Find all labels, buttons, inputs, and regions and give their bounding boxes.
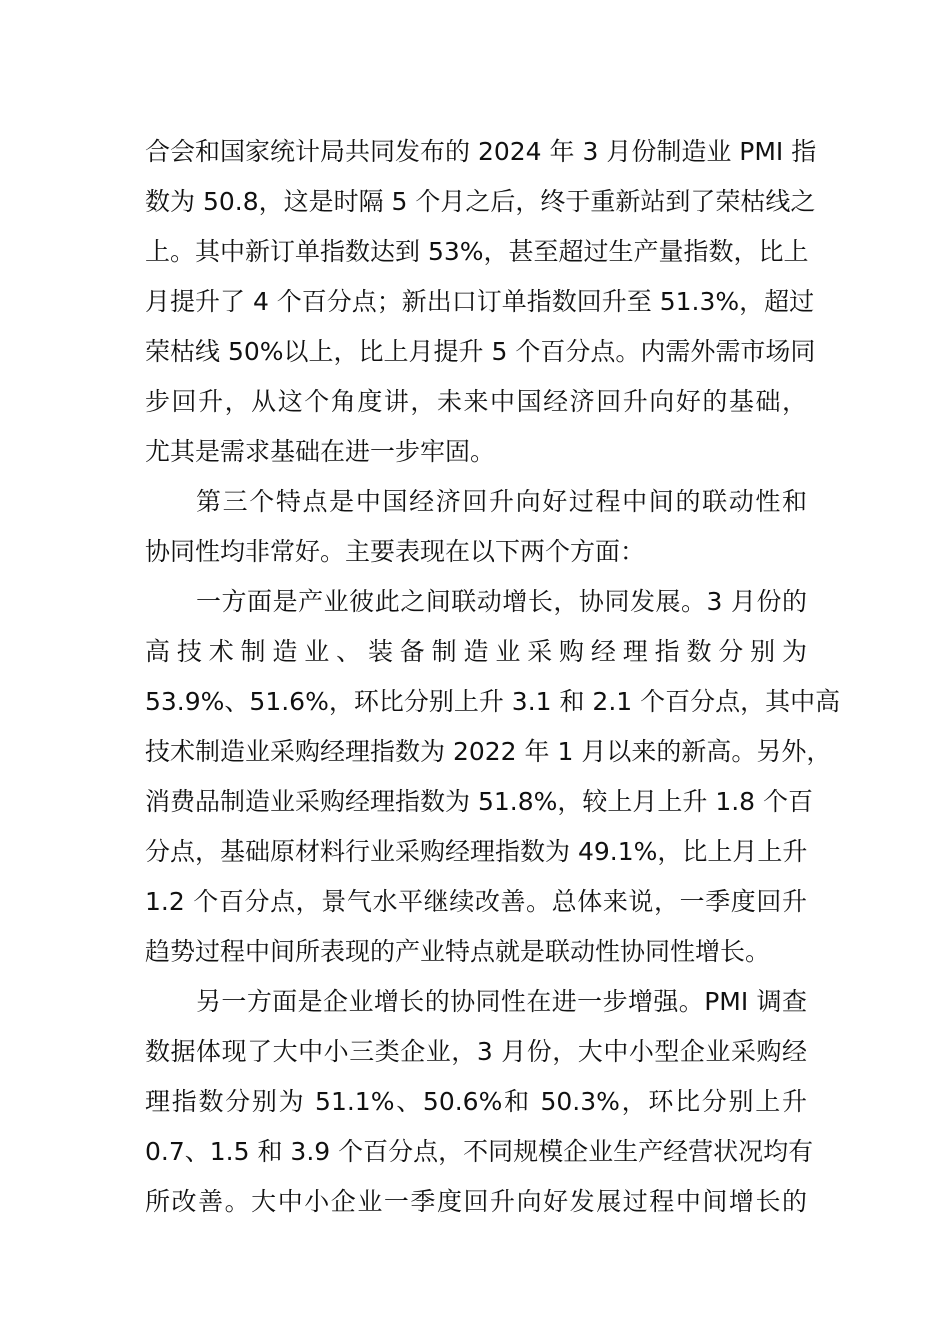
text-line: 协同性均非常好。主要表现在以下两个方面： bbox=[145, 537, 646, 566]
text-line: 尤其是需求基础在进一步牢固。 bbox=[145, 437, 496, 466]
text-line: 步回升，从这个角度讲，未来中国经济回升向好的基础， bbox=[145, 387, 807, 416]
text-line: 合会和国家统计局共同发布的 2024 年 3 月份制造业 PMI 指 bbox=[145, 137, 817, 166]
paragraph-first-line: 另一方面是企业增长的协同性在进一步增强。PMI 调查 bbox=[196, 987, 807, 1016]
paragraph-first-line: 第三个特点是中国经济回升向好过程中间的联动性和 bbox=[196, 487, 807, 516]
text-line: 高技术制造业、装备制造业采购经理指数分别为 bbox=[145, 637, 807, 666]
text-line: 上。其中新订单指数达到 53%，甚至超过生产量指数，比上 bbox=[145, 237, 809, 266]
text-line: 53.9%、51.6%，环比分别上升 3.1 和 2.1 个百分点，其中高 bbox=[145, 687, 841, 716]
text-line: 理指数分别为 51.1%、50.6%和 50.3%，环比分别上升 bbox=[145, 1087, 807, 1116]
paragraph-first-line: 一方面是产业彼此之间联动增长，协同发展。3 月份的 bbox=[196, 587, 807, 616]
text-line: 数据体现了大中小三类企业，3 月份，大中小型企业采购经 bbox=[145, 1037, 807, 1066]
text-line: 消费品制造业采购经理指数为 51.8%，较上月上升 1.8 个百 bbox=[145, 787, 814, 816]
text-line: 数为 50.8，这是时隔 5 个月之后，终于重新站到了荣枯线之 bbox=[145, 187, 816, 216]
text-line: 0.7、1.5 和 3.9 个百分点，不同规模企业生产经营状况均有 bbox=[145, 1137, 814, 1166]
text-line: 1.2 个百分点，景气水平继续改善。总体来说，一季度回升 bbox=[145, 887, 807, 916]
text-line: 所改善。大中小企业一季度回升向好发展过程中间增长的 bbox=[145, 1187, 807, 1216]
text-line: 分点，基础原材料行业采购经理指数为 49.1%，比上月上升 bbox=[145, 837, 808, 866]
text-line: 技术制造业采购经理指数为 2022 年 1 月以来的新高。另外， bbox=[145, 737, 832, 766]
text-line: 月提升了 4 个百分点；新出口订单指数回升至 51.3%，超过 bbox=[145, 287, 815, 316]
text-line: 荣枯线 50%以上，比上月提升 5 个百分点。内需外需市场同 bbox=[145, 337, 816, 366]
text-line: 趋势过程中间所表现的产业特点就是联动性协同性增长。 bbox=[145, 937, 771, 966]
